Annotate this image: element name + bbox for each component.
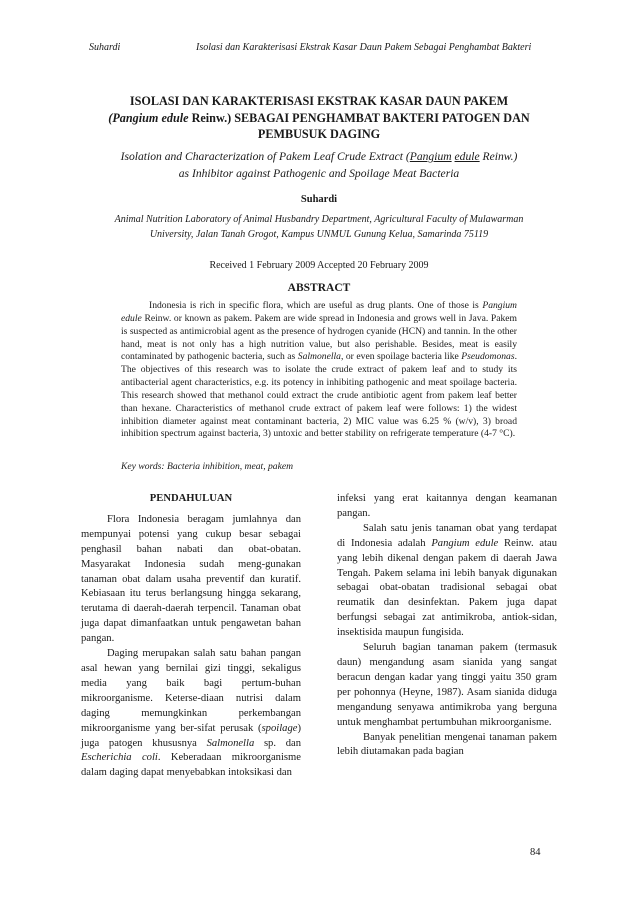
title-line-1: ISOLASI DAN KARAKTERISASI EKSTRAK KASAR DAUN PAKEM — [129, 94, 509, 108]
title-line-2 — [80, 110, 558, 127]
left-p2-salmonella: Salmonella — [206, 737, 255, 749]
right-p1-b: Reinw. atau yang lebih dikenal dengan pakem di daerah Jawa Tengah. Pakem selama ini lebih banyak digunakan sebagai obat-obatan tradisional sebagai obat reumatik dan desinfektan. Pakem juga dapat berfungsi sebagai zat antimikroba, antiok-sidan, insektisida maupun fungisida. — [337, 537, 558, 639]
title-line-3: PEMBUSUK DAGING — [257, 127, 381, 142]
right-paragraph-1 — [337, 522, 557, 641]
right-p2-text: Seluruh bagian tanaman pakem (termasuk daun) mengandung asam sianida yang sangat beracun dengan kadar yang tinggi yaitu 350 gram per pohonnya (Heyne, 1987). Asam sianida diduga mengandung senyawa antimikroba yang berguna untuk menghambat pertumbuhan mikroorganisme. — [337, 642, 557, 728]
abstract-text-2: Reinw. or known as pakem. Pakem are wide spread in Indonesia and grows well in Java. Pakem is suspected as antimicrobial agent as the presence of hydrogen cyanide (HCN) and tannin. In the other hand, meat is not only has a high nutrition value, but also perishable. Besides, meat is easily contaminated by pathogenic bacteria, such as — [121, 312, 517, 363]
left-p2-a: Daging merupakan salah satu bahan pangan asal hewan yang bernilai gizi tinggi, sekaligus media yang baik bagi pertum-buhan mikroorganisme. Keterse-diaan nutrisi dalam daging memungkinkan perkembangan mikroorganisme yang ber-sifat perusak ( — [81, 648, 301, 734]
affiliation-line-2: University, Jalan Tanah Grogot, Kampus UNMUL Gunung Kelua, Samarinda 75119 — [149, 228, 489, 240]
abstract-body — [121, 300, 517, 441]
right-p1-a: Salah satu jenis tanaman obat yang terdapat di Indonesia adalah — [337, 522, 557, 549]
english-title-line-2: as Inhibitor against Pathogenic and Spoilage Meat Bacteria — [178, 166, 460, 180]
article-title — [80, 93, 558, 143]
affiliation — [86, 213, 552, 242]
right-p1-species: Pangium edule — [431, 537, 499, 549]
left-p2-ecoli: Escherichia coli — [81, 752, 158, 764]
title-line-2-rest: Reinw.) SEBAGAI PENGHAMBAT BAKTERI PATOGEN DAN — [188, 110, 530, 125]
title-species: (Pangium edule — [108, 110, 189, 125]
abstract-text-3: , or even spoilage bacteria like — [340, 351, 462, 363]
left-p2-d: . Keberadaan mikroorganisme dalam daging dapat menyebabkan intoksikasi dan — [81, 752, 301, 779]
abstract-salmonella: Salmonella — [297, 351, 341, 363]
author-name: Suhardi — [300, 194, 338, 205]
abstract-heading: ABSTRACT — [287, 282, 351, 294]
english-title-line-1 — [86, 149, 552, 166]
affiliation-line-1: Animal Nutrition Laboratory of Animal Husbandry Department, Agricultural Faculty of Mulawarman — [114, 214, 524, 225]
right-paragraph-3 — [337, 731, 557, 761]
right-paragraph-2 — [337, 641, 557, 730]
right-column — [337, 492, 557, 760]
english-title-species: edule — [454, 150, 480, 163]
english-title-genus: Pangium — [409, 150, 452, 163]
left-p2-b: ) juga patogen khususnya — [81, 722, 301, 749]
left-paragraph-1 — [81, 513, 301, 647]
english-title — [86, 149, 552, 182]
right-p3-text: Banyak penelitian mengenai tanaman pakem lebih diutamakan pada bagian — [337, 731, 557, 758]
left-column — [81, 492, 301, 781]
left-paragraph-2 — [81, 647, 301, 781]
english-title-part2: Reinw.) — [479, 150, 518, 163]
english-title-part1: Isolation and Characterization of Pakem Leaf Crude Extract ( — [120, 150, 410, 163]
right-paragraph-0: infeksi yang erat kaitannya dengan keamanan pangan. — [337, 493, 557, 519]
abstract-pseudomonas: Pseudomonas — [461, 351, 515, 363]
running-head-author: Suhardi — [89, 42, 121, 53]
left-p2-c: sp. dan — [254, 737, 301, 749]
abstract-text-1: Indonesia is rich in specific flora, which are useful as drug plants. One of those is — [149, 300, 483, 311]
abstract-species: Pangium edule — [121, 300, 517, 324]
section-heading-pendahuluan: PENDAHULUAN — [149, 493, 233, 504]
abstract-text-4: . The objectives of this research was to isolate the crude extract of pakem leaf and to study its antibacterial agent characteristics, e.g. its potency in inhibiting pathogenic and meat spoilage bacteria. This research showed that methanol could extract the crude antibiotic agent from pakem leaf better than hexane. Characteristics of methanol crude extract of pakem leaf were follows: 1) the widest inhibition diameter against meat contaminant bacteria, 2) MIC value was 6.25 % (w/v), 3) broad inhibition spectrum against bacteria, 3) untoxic and better stability on refrigerate temperature (4-7 °C). — [121, 351, 517, 440]
left-paragraph-1-text: Flora Indonesia beragam jumlahnya dan mempunyai potensi yang cukup besar sebagai penghasil bahan nabati dan obat-obatan. Masyarakat Indonesia sudah meng-gunakan tanaman obat dalam usaha preventif dan kuratif. Kebiasaan itu terus berlangsung hingga sekarang, terutama di daerah-daerah terpencil. Tanaman obat juga dapat dimanfaatkan untuk pengawetan bahan pangan. — [81, 513, 301, 645]
received-dates: Received 1 February 2009 Accepted 20 February 2009 — [209, 260, 429, 271]
left-p2-spoilage: spoilage — [261, 722, 298, 734]
page-number: 84 — [530, 847, 541, 858]
running-head-title: Isolasi dan Karakterisasi Ekstrak Kasar Daun Pakem Sebagai Penghambat Bakteri — [196, 42, 532, 53]
keywords: Key words: Bacteria inhibition, meat, pakem — [121, 461, 294, 472]
